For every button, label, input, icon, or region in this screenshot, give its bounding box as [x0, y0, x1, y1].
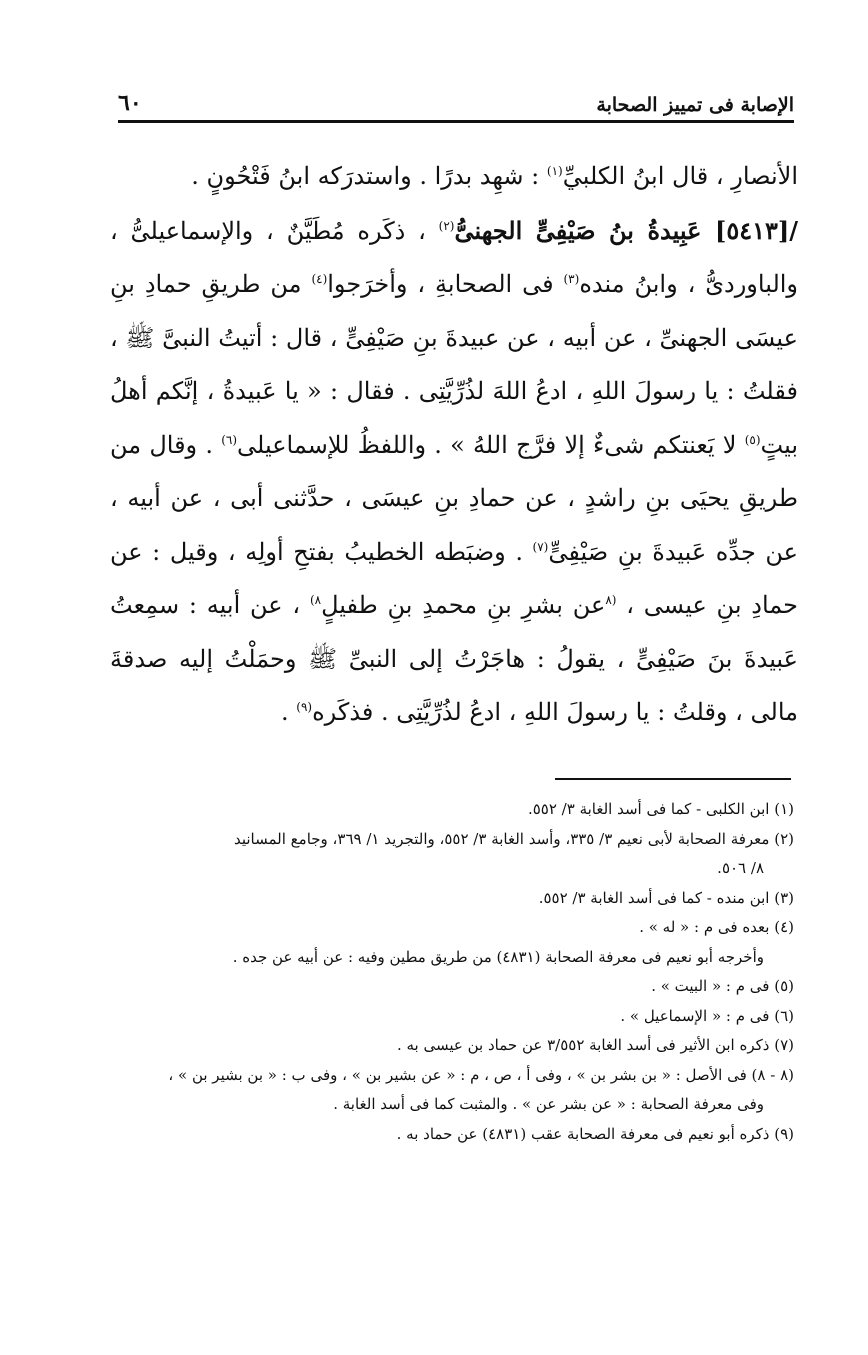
footnote-2-continued: ٨/ ٥٠٦. — [717, 859, 764, 877]
footnote-ref-8-start: (٨ — [605, 593, 617, 607]
footnote-9: (٩) ذكره أبو نعيم فى معرفة الصحابة عقب (٤٨٣١) عن حماد به . — [396, 1124, 794, 1143]
footnote-ref-8-end: ٨) — [309, 593, 322, 607]
entry-number: /[٥٤١٣] — [701, 215, 798, 245]
paragraph-ansari: الأنصارِ ، قال ابنُ الكلبيِّ$^{(١)}$ : شهِد بدرًا . واستدرَكه ابنُ فَتْحُونٍ . — [191, 162, 798, 190]
main-text — [110, 150, 798, 740]
footnote-1: (١) ابن الكلبى - كما فى أسد الغابة ٣/ ٥٥٢. — [527, 800, 794, 818]
footnote-ref-1: (١) — [546, 164, 563, 178]
footnote-rule — [555, 778, 791, 780]
footnote-ref-9: (٩) — [296, 700, 313, 714]
running-header — [118, 80, 794, 116]
footnote-ref-5: (٥) — [744, 432, 761, 447]
footnote-ref-6: (٦) — [221, 432, 238, 447]
entry-5413: /[٥٤١٣] عَبِيدةُ بنُ صَيْفِىٍّ الجهنىُّ$^{(٢)}$ ، ذكَره مُطَيَّنٌ ، والإسماعيلىُّ ، والباوردىُّ ، وابنُ منده$^{(٣)}$ فى الصحابةِ ، وأخرَجوا$^{(٤)}$ من طريقِ حمادِ بنِ عيسَى الجهنىِّ ، عن أبيه ، عن عبيدةَ بنِ صَيْفِىٍّ ، قال : أتيتُ النبىَّ ﷺ ، فقلتُ : يا رسولَ اللهِ ، ادعُ اللهَ لذُرِّيَّتِى . فقال : « يا عَبيدةُ ، إنَّكم أهلُ بيتٍ$^{(٥)}$ لا يَعنتكم شىءٌ إلا فرَّج اللهُ » . واللفظُ للإسماعيلى$^{(٦)}$ . وقال من طريقِ يحيَى بنِ راشدٍ ، عن حمادِ بنِ عيسَى ، حدَّثنى أبى ، عن أبيه ، عن جدِّه عَبيدةَ بنِ صَيْفِىٍّ$^{(٧)}$ . وضبَطه الخطيبُ بفتحِ أولِه ، وقيل : عن حمادِ بنِ عيسى ، $^{(٨}$عن بشرِ بنِ محمدِ بنِ طفيلٍ$^{٨)}$ ، عن أبيه : سمِعتُ عَبيدةَ بنَ صَيْفِىٍّ ، يقولُ : هاجَرْتُ إلى النبىِّ ﷺ وحمَلْتُ إليه صدقةَ مالى ، وقلتُ : يا رسولَ اللهِ ، ادعُ لذُرِّيَّتِى . فذكَره$^{(٩)}$ . — [110, 215, 799, 726]
footnote-5: (٥) فى م : « البيت » . — [651, 977, 794, 995]
footnote-7: (٧) ذكره ابن الأثير فى أسد الغابة ٣/٥٥٢ عن حماد بن عيسى به . — [396, 1036, 794, 1054]
footnote-8-continued: وفى معرفة الصحابة : « عن بشر عن » . والمثبت كما فى أسد الغابة . — [333, 1095, 764, 1113]
footnote-6: (٦) فى م : « الإسماعيل » . — [620, 1006, 794, 1025]
page-number: ٦٠ — [118, 90, 142, 116]
footnote-3: (٣) ابن منده - كما فى أسد الغابة ٣/ ٥٥٢. — [538, 888, 794, 907]
footnotes — [110, 795, 794, 1149]
footnote-ref-3: (٣) — [563, 272, 580, 286]
footnote-ref-7: (٧) — [532, 539, 549, 554]
footnote-2: (٢) معرفة الصحابة لأبى نعيم ٣/ ٣٣٥، وأسد الغابة ٣/ ٥٥٢، والتجريد ١/ ٣٦٩، وجامع المسانيد — [233, 829, 794, 848]
footnote-8: (٨ - ٨) فى الأصل : « بن بشر بن » ، وفى أ ، ص ، م : « عن بشير بن » ، وفى ب : « بن بشير بن » ، — [168, 1065, 794, 1084]
footnote-4-continued: وأخرجه أبو نعيم فى معرفة الصحابة (٤٨٣١) من طريق مطين وفيه : عن أبيه عن جده . — [232, 947, 764, 966]
header-rule — [118, 120, 794, 123]
footnote-4: (٤) بعده فى م : « له » . — [639, 918, 794, 936]
entry-name: عَبِيدةُ بنُ صَيْفِىٍّ الجهنىُّ — [454, 215, 702, 245]
footnote-ref-2: (٢) — [438, 218, 455, 233]
footnote-ref-4: (٤) — [311, 272, 328, 286]
header-title: الإصابة فى تمييز الصحابة — [596, 94, 794, 116]
